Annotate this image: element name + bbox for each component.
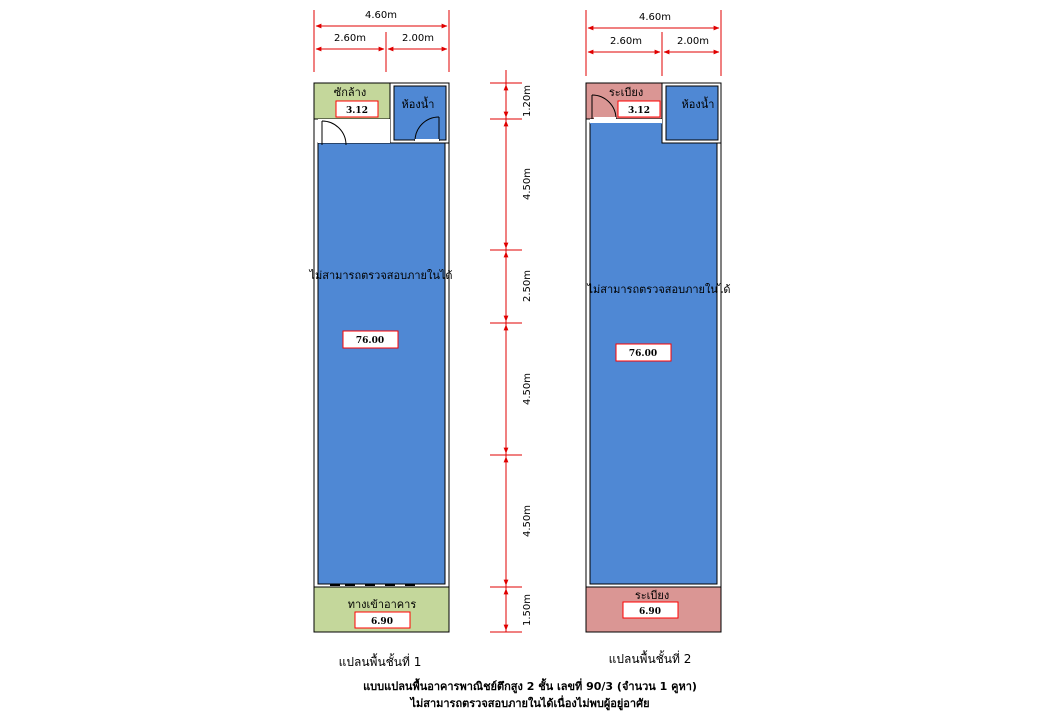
vertical-dim-6: 1.50m <box>522 593 533 627</box>
floor-2-right-width: 2.00m <box>676 36 710 47</box>
floor-1-top-area: 3.12 <box>346 106 368 116</box>
floor-1-left-width: 2.60m <box>333 33 367 44</box>
floor-2-top-area: 3.12 <box>628 106 650 116</box>
footer-note: ไม่สามารถตรวจสอบภายในได้เนื่องไม่พบผู้อยู่อาศัย <box>410 697 650 710</box>
vertical-dim-4: 4.50m <box>522 372 533 406</box>
floor-1-right-width: 2.00m <box>401 33 435 44</box>
vertical-dim-1: 1.20m <box>522 84 533 118</box>
floor-1-bottom-room-label: ทางเข้าอาคาร <box>347 598 417 611</box>
floor-1-main-room <box>318 143 445 584</box>
floor-2-total-width: 4.60m <box>638 12 672 23</box>
floor-1-main-area: 76.00 <box>355 336 385 346</box>
floor-1-main-room-label: ไม่สามารถตรวจสอบภายในได้ <box>309 269 453 282</box>
vertical-dimensions <box>490 70 533 632</box>
floor-2-bottom-area: 6.90 <box>639 607 661 617</box>
floor-1-bottom-area: 6.90 <box>371 617 393 627</box>
floor-1-bathroom-label: ห้องน้ำ <box>401 98 435 111</box>
footer-title: แบบแปลนพื้นอาคารพาณิชย์ตึกสูง 2 ชั้น เลขที่ 90/3 (จำนวน 1 คูหา) <box>363 680 697 693</box>
floor-2-main-room-label: ไม่สามารถตรวจสอบภายในได้ <box>587 283 731 296</box>
floor-2-left-width: 2.60m <box>609 36 643 47</box>
floor-2-bottom-room-label: ระเบียง <box>634 589 670 602</box>
floor-2-main-area: 76.00 <box>628 349 658 359</box>
floor-1-top-room-label: ซักล้าง <box>333 86 367 99</box>
floor-1-total-width: 4.60m <box>364 10 398 21</box>
floor-2-caption: แปลนพื้นชั้นที่ 2 <box>608 652 692 666</box>
floor-2-top-room-label: ระเบียง <box>608 86 644 99</box>
floor-2-bathroom <box>666 86 718 140</box>
vertical-dim-3: 2.50m <box>522 269 533 303</box>
floor-1-caption: แปลนพื้นชั้นที่ 1 <box>338 655 422 669</box>
floor-1-plan <box>308 10 452 669</box>
floor-2-bathroom-label: ห้องน้ำ <box>681 98 715 111</box>
vertical-dim-5: 4.50m <box>522 504 533 538</box>
vertical-dim-2: 4.50m <box>522 167 533 201</box>
floor-1-bathroom <box>394 86 446 140</box>
floor-2-plan <box>586 10 731 666</box>
